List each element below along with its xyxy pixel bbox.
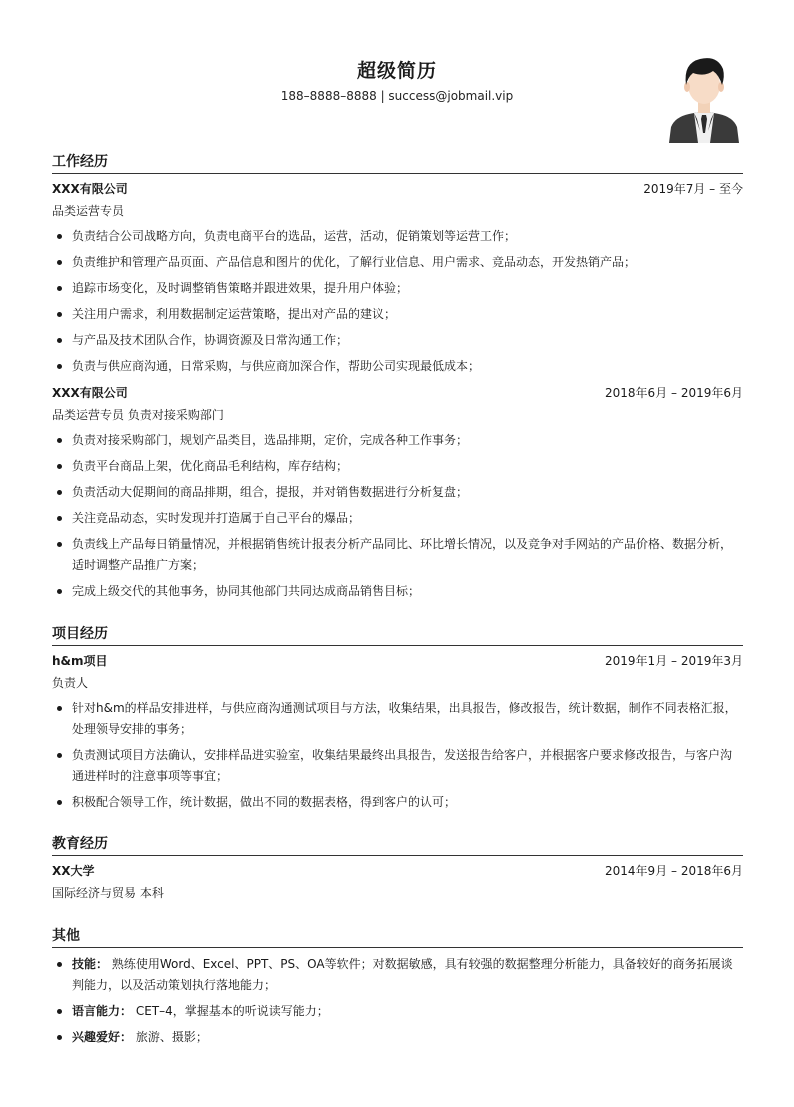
list-item: 与产品及技术团队合作，协调资源及日常沟通工作； [52, 330, 743, 351]
entry-date: 2019年1月 – 2019年3月 [605, 654, 743, 668]
entry-org: XXX有限公司 [52, 386, 128, 400]
list-item: 追踪市场变化，及时调整销售策略并跟进效果，提升用户体验； [52, 278, 743, 299]
list-item [52, 1027, 743, 1048]
item-text: CET–4，掌握基本的听说读写能力； [135, 1004, 329, 1018]
entry-org: XXX有限公司 [52, 182, 128, 196]
item-label: 技能： [72, 957, 109, 971]
education-entry [52, 860, 743, 904]
section-project [52, 623, 743, 818]
contact-info: 188–8888–8888 | success@jobmail.vip [280, 89, 514, 103]
entry-org: XX大学 [52, 864, 95, 878]
section-title-work: 工作经历 [52, 151, 743, 174]
project-entry [52, 650, 743, 813]
item-label: 语言能力： [72, 1004, 133, 1018]
bullet-list [52, 226, 743, 377]
list-item: 负责对接采购部门，规划产品类目，选品排期，定价，完成各种工作事务； [52, 430, 743, 451]
work-entry [52, 382, 743, 602]
list-item: 负责维护和管理产品页面、产品信息和图片的优化，了解行业信息、用户需求、竞品动态，开发热销产品； [52, 252, 743, 273]
list-item: 关注用户需求，利用数据制定运营策略，提出对产品的建议； [52, 304, 743, 325]
entry-role: 国际经济与贸易 本科 [52, 886, 164, 900]
list-item: 负责线上产品每日销量情况，并根据销售统计报表分析产品同比、环比增长情况，以及竞争对手网站的产品价格、数据分析，适时调整产品推广方案； [52, 534, 743, 576]
bullet-list [52, 954, 743, 1048]
list-item: 负责平台商品上架，优化商品毛利结构，库存结构； [52, 456, 743, 477]
avatar [667, 53, 741, 143]
list-item: 负责测试项目方法确认，安排样品进实验室，收集结果最终出具报告，发送报告给客户，并根据客户要求修改报告，与客户沟通进样时的注意事项等事宜； [52, 745, 743, 787]
list-item: 负责与供应商沟通，日常采购，与供应商加深合作，帮助公司实现最低成本； [52, 356, 743, 377]
list-item: 负责结合公司战略方向，负责电商平台的选品，运营，活动，促销策划等运营工作； [52, 226, 743, 247]
section-education [52, 833, 743, 904]
list-item: 积极配合领导工作，统计数据，做出不同的数据表格，得到客户的认可； [52, 792, 743, 813]
work-entry [52, 178, 743, 377]
entry-date: 2019年7月 – 至今 [643, 182, 743, 196]
bullet-list [52, 698, 743, 813]
entry-date: 2014年9月 – 2018年6月 [605, 864, 743, 878]
entry-date: 2018年6月 – 2019年6月 [605, 386, 743, 400]
bullet-list [52, 430, 743, 602]
section-other [52, 925, 743, 1053]
section-title-education: 教育经历 [52, 833, 743, 856]
section-title-other: 其他 [52, 925, 743, 948]
list-item: 关注竞品动态，实时发现并打造属于自己平台的爆品； [52, 508, 743, 529]
entry-org: h&m项目 [52, 654, 108, 668]
entry-role: 品类运营专员 负责对接采购部门 [52, 408, 224, 422]
resume-name: 超级简历 [356, 60, 437, 82]
item-label: 兴趣爱好： [72, 1030, 133, 1044]
entry-role: 品类运营专员 [52, 204, 125, 218]
list-item: 针对h&m的样品安排进样，与供应商沟通测试项目与方法，收集结果，出具报告，修改报告，统计数据，制作不同表格汇报，处理领导安排的事务； [52, 698, 743, 740]
item-text: 旅游、摄影； [135, 1030, 208, 1044]
section-work [52, 151, 743, 607]
list-item [52, 954, 743, 996]
section-title-project: 项目经历 [52, 623, 743, 646]
entry-role: 负责人 [52, 676, 89, 690]
list-item: 完成上级交代的其他事务，协同其他部门共同达成商品销售目标； [52, 581, 743, 602]
item-text: 熟练使用Word、Excel、PPT、PS、OA等软件；对数据敏感，具有较强的数据整理分析能力，具备较好的商务拓展谈判能力，以及活动策划执行落地能力； [72, 957, 733, 992]
list-item [52, 1001, 743, 1022]
list-item: 负责活动大促期间的商品排期，组合，提报，并对销售数据进行分析复盘； [52, 482, 743, 503]
